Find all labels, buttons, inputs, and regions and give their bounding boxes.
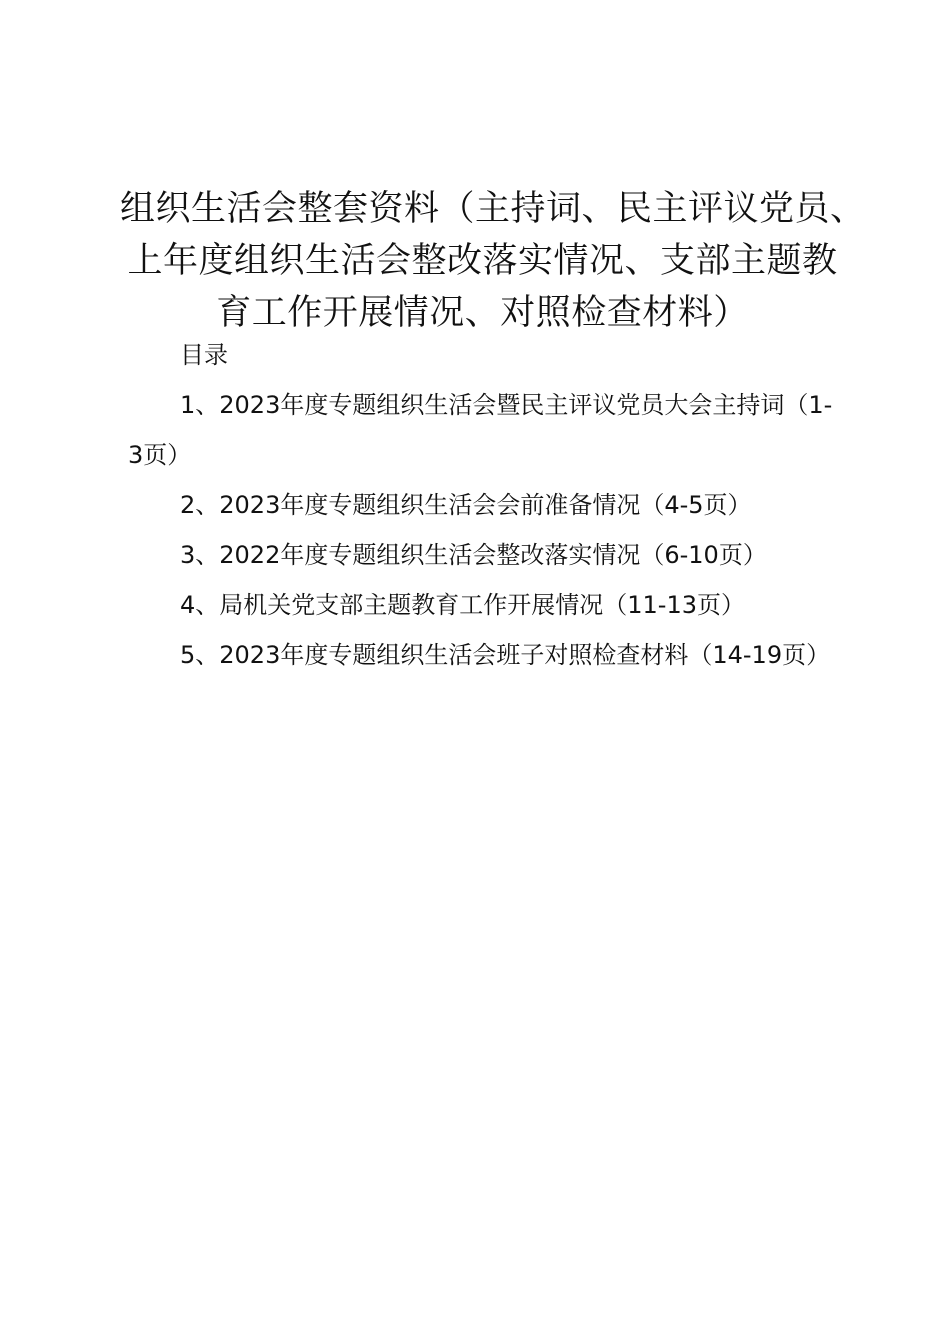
- table-of-contents: [128, 330, 838, 680]
- document-title: [120, 183, 866, 339]
- toc-item-5: 5、2023年度专题组织生活会班子对照检查材料（14-19页）: [180, 641, 831, 669]
- title-line-1: 组织生活会整套资料（主持词、民主评议党员、: [120, 189, 866, 229]
- toc-item-2: 2、2023年度专题组织生活会会前准备情况（4-5页）: [180, 491, 752, 519]
- title-line-2: 上年度组织生活会整改落实情况、支部主题教: [127, 241, 838, 281]
- toc-item-1: 1、2023年度专题组织生活会暨民主评议党员大会主持词（1-3页）: [128, 391, 833, 469]
- toc-heading: 目录: [180, 341, 228, 369]
- toc-item-3: 3、2022年度专题组织生活会整改落实情况（6-10页）: [180, 541, 767, 569]
- title-line-3: 育工作开展情况、对照检查材料）: [216, 293, 749, 333]
- toc-item-4: 4、局机关党支部主题教育工作开展情况（11-13页）: [180, 591, 746, 619]
